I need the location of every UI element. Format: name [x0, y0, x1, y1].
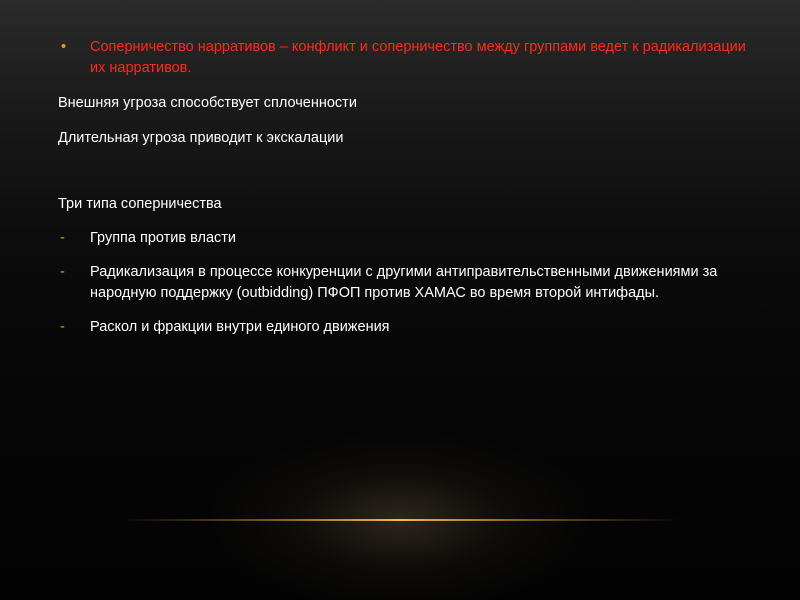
section-title: Три типа соперничества: [58, 196, 222, 212]
dash-item-text: Группа против власти: [90, 230, 237, 246]
decorative-floor-line: [120, 519, 680, 521]
top-bullet-text: Соперничество нарративов – конфликт и соперничество между группами ведет к радикализации их нарративов.: [90, 39, 746, 76]
top-bullet: [58, 37, 748, 79]
bullet-marker: •: [61, 39, 67, 55]
dash-marker: -: [60, 319, 65, 335]
dash-item-text: Радикализация в процессе конкуренции с другими антиправительственными движениями за народную поддержку (outbidding) ПФОП против ХАМАС во время второй интифады.: [90, 264, 718, 301]
line-long-threat: Длительная угроза приводит к экскалации: [58, 130, 344, 146]
dash-item-text: Раскол и фракции внутри единого движения: [90, 319, 390, 335]
slide-content: [58, 37, 748, 338]
dash-item-3: [58, 317, 748, 338]
line-external-threat: Внешняя угроза способствует сплоченности: [58, 95, 357, 111]
dash-item-2: [58, 262, 748, 304]
dash-item-1: [58, 228, 748, 249]
dash-marker: -: [60, 264, 65, 280]
bottom-glow: [0, 380, 800, 600]
dash-marker: -: [60, 230, 65, 246]
